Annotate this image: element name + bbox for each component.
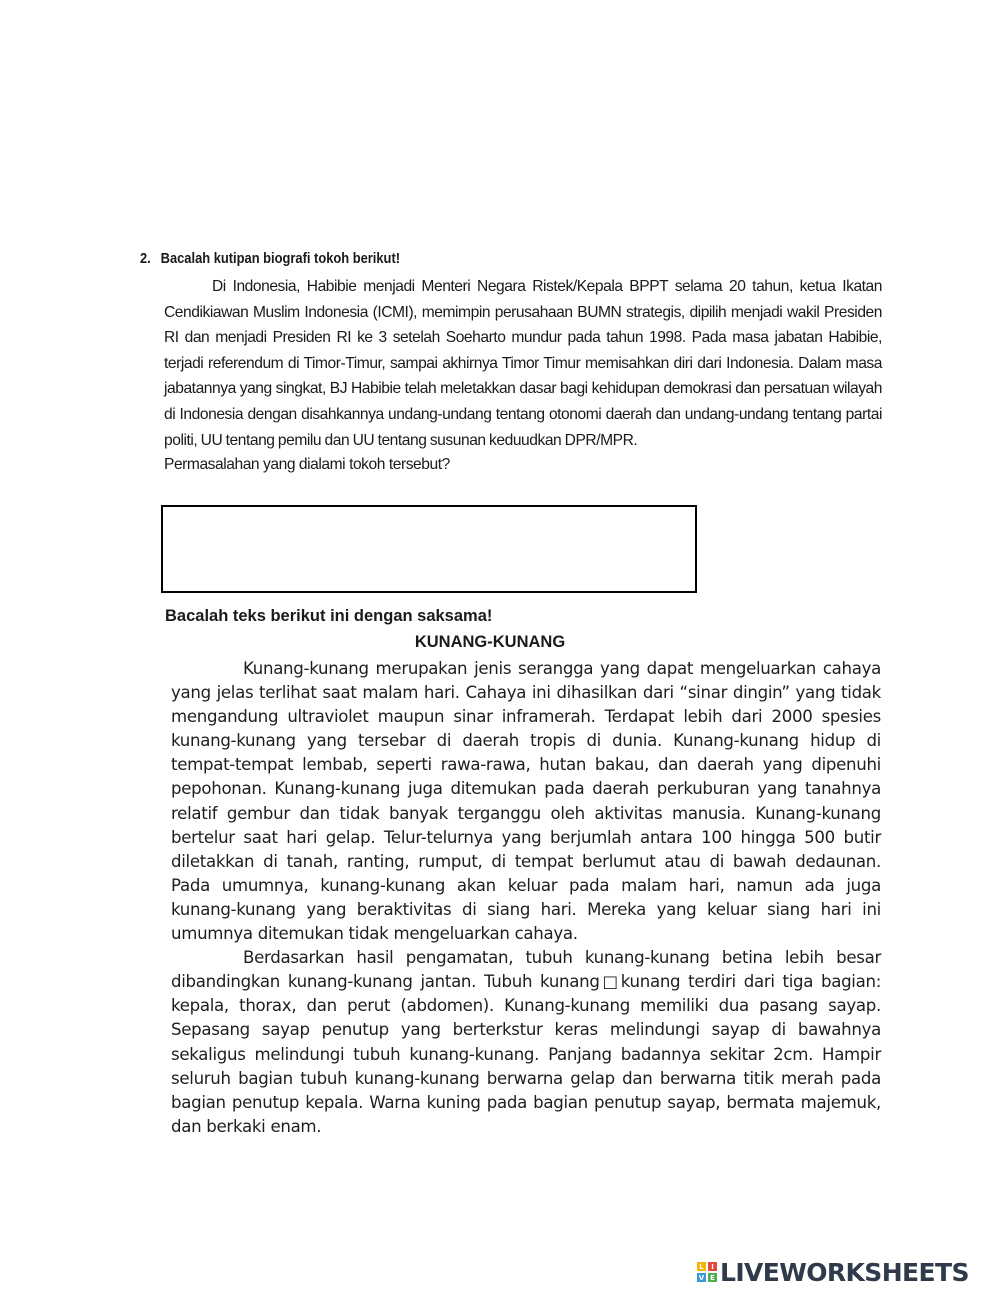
logo-block-e: E: [708, 1273, 717, 1282]
question-prompt: Permasalahan yang dialami tokoh tersebut?: [164, 456, 450, 474]
logo-block-v: V: [698, 1273, 705, 1282]
logo-text: LIVEWORKSHEETS: [720, 1257, 969, 1287]
logo-block-i: I: [708, 1262, 717, 1271]
logo-block-l: L: [697, 1262, 706, 1271]
question-heading-text: Bacalah kutipan biografi tokoh berikut!: [160, 250, 401, 267]
answer-input-box[interactable]: [161, 505, 697, 593]
question-2-section: [140, 248, 882, 477]
reading-text: [171, 657, 881, 1139]
question-number: 2.: [140, 250, 151, 267]
reading-title: KUNANG-KUNANG: [414, 633, 566, 651]
reading-paragraph-2: Berdasarkan hasil pengamatan, tubuh kunang-kunang betina lebih besar dibandingkan kunang-kunang jantan. Tubuh kunang□kunang terdiri dari tiga bagian: kepala, thorax, dan perut (abdomen). Kunang-kunang memiliki dua pasang sayap. Sepasang sayap penutup yang berterkstur keras melindungi sayap di bawahnya sekaligus melindungi tubuh kunang-kunang. Panjang badannya sekitar 2cm. Hampir seluruh bagian tubuh kunang-kunang berwarna gelap dan berwarna titik merah pada bagian penutup kepala. Warna kuning pada bagian penutup sayap, bermata majemuk, dan berkaki enam.: [171, 948, 881, 1136]
logo-blocks-icon: [697, 1262, 717, 1282]
liveworksheets-logo: [697, 1256, 969, 1288]
reading-paragraph-1: Kunang-kunang merupakan jenis serangga yang dapat mengeluarkan cahaya yang jelas terlihat saat malam hari. Cahaya ini dihasilkan dari “sinar dingin” yang tidak mengandung ultraviolet maupun sinar inframerah. Terdapat lebih dari 2000 spesies kunang-kunang yang tersebar di daerah tropis di dunia. Kunang-kunang hidup di tempat-tempat lembab, seperti rawa-rawa, hutan bakau, dan daerah yang dipenuhi pepohonan. Kunang-kunang juga ditemukan pada daerah perkuburan yang tanahnya relatif gembur dan tidak banyak terganggu oleh aktivitas manusia. Kunang-kunang bertelur saat hari gelap. Telur-telurnya yang berjumlah antara 100 hingga 500 butir diletakkan di tanah, ranting, rumput, di tempat berlumut atau di bawah dedaunan. Pada umumnya, kunang-kunang akan keluar pada malam hari, namun ada juga kunang-kunang yang beraktivitas di siang hari. Mereka yang keluar siang hari ini umumnya ditemukan tidak mengeluarkan cahaya.: [171, 659, 881, 944]
reading-instruction: Bacalah teks berikut ini dengan saksama!: [165, 607, 493, 625]
biography-passage: Di Indonesia, Habibie menjadi Menteri Negara Ristek/Kepala BPPT selama 20 tahun, ketua Ikatan Cendikiawan Muslim Indonesia (ICMI), memimpin perusahaan BUMN strategis, dipilih menjadi wakil Presiden RI dan menjadi Presiden RI ke 3 setelah Soeharto mundur pada tahun 1998. Pada masa jabatan Habibie, terjadi referendum di Timor-Timur, sampai akhirnya Timor Timur memisahkan diri dari Indonesia. Dalam masa jabatannya yang singkat, BJ Habibie telah meletakkan dasar bagi kehidupan demokrasi dan persatuan wilayah di Indonesia dengan disahkannya undang-undang tentang otonomi daerah dan undang-undang tentang partai politi, UU tentang pemilu dan UU tentang susunan keduudkan DPR/MPR.: [164, 278, 882, 449]
question-heading: [140, 248, 778, 270]
